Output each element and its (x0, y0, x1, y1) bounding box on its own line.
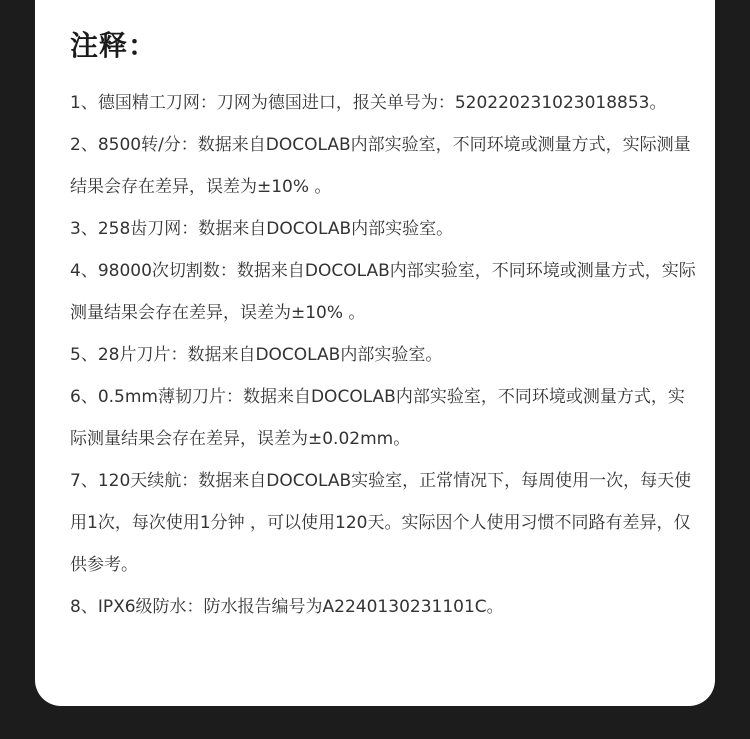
note-item-6: 6、0.5mm薄韧刀片：数据来自DOCOLAB内部实验室，不同环境或测量方式，实际测量结果会存在差异，误差为±0.02mm。 (70, 387, 685, 449)
note-item-5: 5、28片刀片：数据来自DOCOLAB内部实验室。 (70, 345, 443, 365)
note-item-4: 4、98000次切割数：数据来自DOCOLAB内部实验室，不同环境或测量方式，实际测量结果会存在差异，误差为±10% 。 (70, 261, 696, 323)
note-item-1: 1、德国精工刀网：刀网为德国进口，报关单号为：520220231023018853。 (70, 93, 667, 113)
note-item-2: 2、8500转/分：数据来自DOCOLAB内部实验室，不同环境或测量方式，实际测量结果会存在差异，误差为±10% 。 (70, 135, 691, 197)
note-item-8: 8、IPX6级防水：防水报告编号为A2240130231101C。 (70, 597, 504, 617)
note-item-3: 3、258齿刀网：数据来自DOCOLAB内部实验室。 (70, 219, 454, 239)
notes-title: 注释： (70, 29, 158, 62)
notes-list (70, 82, 700, 628)
note-item-7: 7、120天续航：数据来自DOCOLAB实验室，正常情况下，每周使用一次，每天使用1次，每次使用1分钟 ，可以使用120天。实际因个人使用习惯不同路有差异，仅供参考。 (70, 471, 692, 575)
